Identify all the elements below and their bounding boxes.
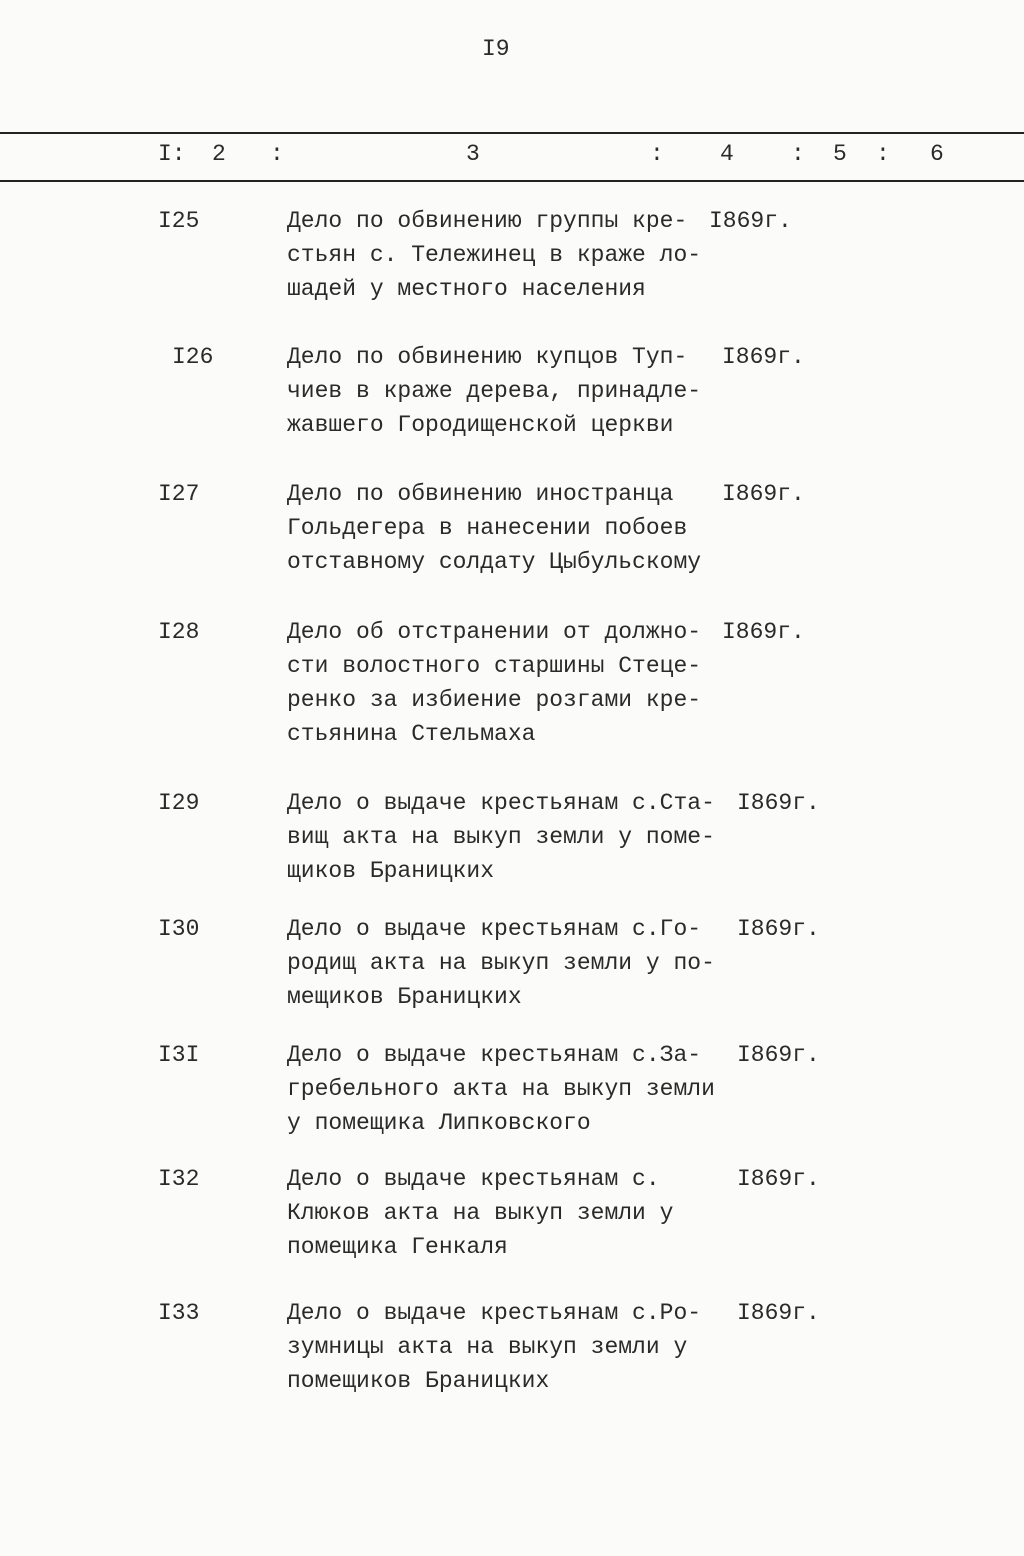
- entry-year: I869г.: [722, 619, 805, 645]
- description-line: мещиков Браницких: [287, 984, 522, 1010]
- entry-number: I3I: [158, 1042, 200, 1068]
- description-line: отставному солдату Цыбульскому: [287, 549, 702, 575]
- description-line: стьян с. Тележинец в краже ло-: [287, 242, 702, 268]
- header-cell: 3: [466, 141, 480, 167]
- description-line: помещика Генкаля: [287, 1234, 508, 1260]
- entry-description: [287, 477, 701, 579]
- entry-year: I869г.: [737, 1166, 820, 1192]
- entry-year: I869г.: [737, 1300, 820, 1326]
- description-line: Дело по обвинению группы кре-: [287, 208, 688, 234]
- header-cell: :: [791, 141, 805, 167]
- description-line: ренко за избиение розгами кре-: [287, 687, 702, 713]
- entry-number: I33: [158, 1300, 200, 1326]
- header-cell: 6: [930, 141, 944, 167]
- description-line: Дело по обвинению иностранца: [287, 481, 674, 507]
- entry-number: I28: [158, 619, 200, 645]
- description-line: щиков Браницких: [287, 858, 495, 884]
- description-line: у помещика Липковского: [287, 1110, 591, 1136]
- description-line: жавшего Городищенской церкви: [287, 412, 674, 438]
- entry-description: [287, 340, 701, 442]
- header-cell: 2: [212, 141, 226, 167]
- entry-description: [287, 912, 715, 1014]
- header-cell: 4: [720, 141, 734, 167]
- description-line: шадей у местного населения: [287, 276, 646, 302]
- entry-description: [287, 1296, 701, 1398]
- header-top-rule: [0, 132, 1024, 134]
- entry-year: I869г.: [737, 790, 820, 816]
- header-cell: :: [650, 141, 664, 167]
- entry-description: [287, 615, 701, 751]
- description-line: чиев в краже дерева, принадле-: [287, 378, 702, 404]
- description-line: Дело по обвинению купцов Туп-: [287, 344, 688, 370]
- description-line: Дело о выдаче крестьянам с.Ро-: [287, 1300, 702, 1326]
- entry-number: I30: [158, 916, 200, 942]
- description-line: вищ акта на выкуп земли у поме-: [287, 824, 715, 850]
- description-line: Дело об отстранении от должно-: [287, 619, 702, 645]
- entry-year: I869г.: [737, 916, 820, 942]
- entry-number: I29: [158, 790, 200, 816]
- header-cell: :: [876, 141, 890, 167]
- entry-number: I27: [158, 481, 200, 507]
- description-line: гребельного акта на выкуп земли: [287, 1076, 715, 1102]
- description-line: Дело о выдаче крестьянам с.За-: [287, 1042, 702, 1068]
- header-cell: 5: [833, 141, 847, 167]
- description-line: Клюков акта на выкуп земли у: [287, 1200, 674, 1226]
- description-line: родищ акта на выкуп земли у по-: [287, 950, 715, 976]
- entry-number: I32: [158, 1166, 200, 1192]
- page-number: I9: [482, 36, 510, 62]
- description-line: зумницы акта на выкуп земли у: [287, 1334, 688, 1360]
- description-line: помещиков Браницких: [287, 1368, 550, 1394]
- description-line: Дело о выдаче крестьянам с.Го-: [287, 916, 702, 942]
- entry-year: I869г.: [722, 481, 805, 507]
- header-cell: I:: [158, 141, 186, 167]
- entry-description: [287, 204, 701, 306]
- description-line: Дело о выдаче крестьянам с.: [287, 1166, 660, 1192]
- description-line: Гольдегера в нанесении побоев: [287, 515, 688, 541]
- entry-year: I869г.: [709, 208, 792, 234]
- description-line: Дело о выдаче крестьянам с.Ста-: [287, 790, 715, 816]
- description-line: стьянина Стельмаха: [287, 721, 536, 747]
- entry-description: [287, 786, 715, 888]
- entry-number: I26: [172, 344, 214, 370]
- header-cell: :: [270, 141, 284, 167]
- entry-description: [287, 1162, 673, 1264]
- description-line: сти волостного старшины Стеце-: [287, 653, 702, 679]
- entry-number: I25: [158, 208, 200, 234]
- entry-year: I869г.: [722, 344, 805, 370]
- header-bottom-rule: [0, 180, 1024, 182]
- entry-year: I869г.: [737, 1042, 820, 1068]
- entry-description: [287, 1038, 715, 1140]
